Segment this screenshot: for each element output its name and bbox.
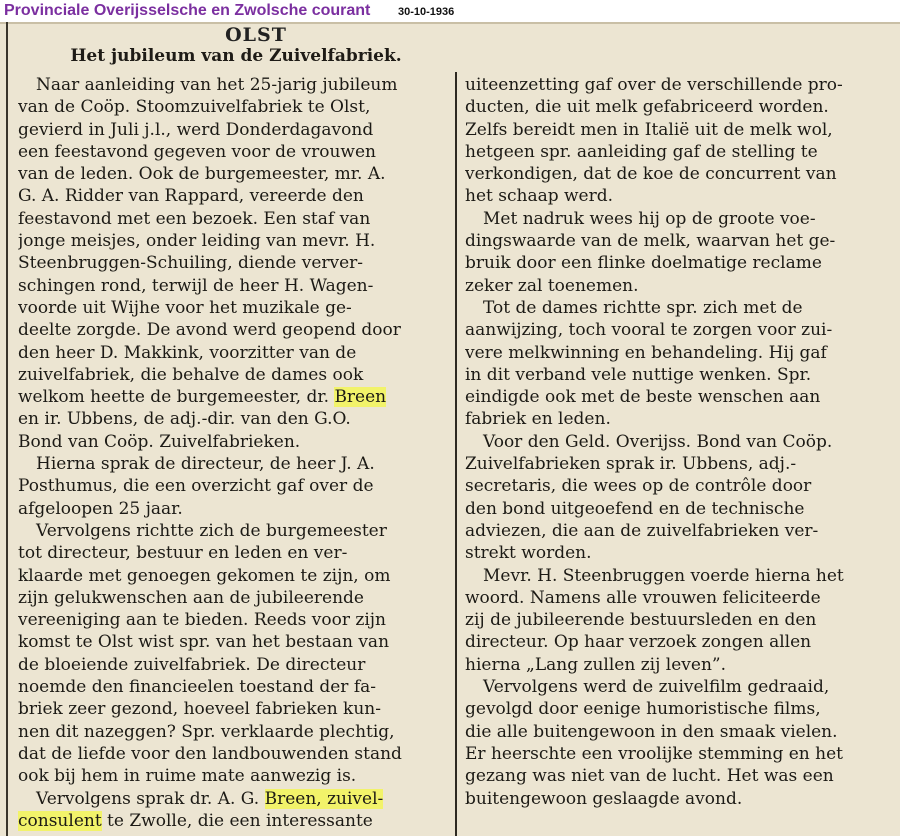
line-text: deelte zorgde. De avond werd geopend door — [18, 320, 401, 341]
text-line — [465, 788, 890, 810]
text-line — [465, 743, 890, 765]
text-line — [465, 520, 890, 542]
text-line — [18, 208, 448, 230]
publication-date: 30-10-1936 — [398, 6, 455, 18]
top-rule — [0, 22, 900, 24]
text-line — [465, 119, 890, 141]
line-text: bruik door een flinke doelmatige reclame — [465, 253, 822, 274]
line-text: van de Coöp. Stoomzuivelfabriek te Olst, — [18, 97, 371, 118]
line-text: die alle buitengewoon in den smaak vielen. — [465, 721, 838, 742]
text-line — [465, 208, 890, 230]
text-line — [18, 453, 448, 475]
line-text: vere melkwinning en behandeling. Hij gaf — [465, 342, 827, 363]
line-text: Zelfs bereidt men in Italië uit de melk wol, — [465, 119, 833, 140]
text-line — [18, 342, 448, 364]
text-line — [465, 542, 890, 564]
line-text: Bond van Coöp. Zuivelfabrieken. — [18, 431, 301, 452]
line-text: den bond uitgeoefend en de technische — [465, 498, 805, 519]
text-line — [465, 252, 890, 274]
text-line — [18, 230, 448, 252]
line-text: Voor den Geld. Overijss. Bond van Coöp. — [483, 431, 833, 452]
line-text: woord. Namens alle vrouwen feliciteerde — [465, 587, 821, 608]
text-line — [465, 297, 890, 319]
line-text: secretaris, die wees op de contrôle door — [465, 476, 812, 497]
newspaper-clipping — [0, 22, 900, 836]
text-line — [18, 721, 448, 743]
left-column-rule — [6, 22, 8, 836]
line-text: hierna „Lang zullen zij leven”. — [465, 654, 726, 675]
text-line — [18, 631, 448, 653]
line-text: Naar aanleiding van het 25-jarig jubileum — [36, 75, 398, 95]
text-line — [465, 631, 890, 653]
line-text: zuivelfabriek, die behalve de dames ook — [18, 364, 364, 385]
text-line — [465, 765, 890, 787]
line-text: klaarde met genoegen gekomen te zijn, om — [18, 565, 391, 586]
header-bar — [0, 0, 900, 22]
column-divider — [455, 72, 457, 836]
line-text-after: te Zwolle, die een interessante — [101, 810, 373, 831]
line-text: jonge meisjes, onder leiding van mevr. H. — [18, 231, 376, 252]
line-text: gevolgd door eenige humoristische films, — [465, 699, 821, 720]
right-column — [465, 74, 890, 810]
text-line — [18, 386, 448, 408]
text-line — [18, 475, 448, 497]
text-line — [465, 364, 890, 386]
line-text: ook bij hem in ruime mate aanwezig is. — [18, 766, 357, 787]
line-text: Vervolgens sprak dr. A. G. — [36, 788, 265, 809]
text-line — [18, 408, 448, 430]
line-text: gezang was niet van de lucht. Het was een — [465, 766, 834, 787]
text-line — [18, 520, 448, 542]
text-line — [465, 587, 890, 609]
text-line — [465, 185, 890, 207]
line-text: dingswaarde van de melk, waarvan het ge- — [465, 231, 836, 252]
article-place: OLST — [225, 24, 287, 46]
newspaper-title: Provinciale Overijsselsche en Zwolsche courant — [4, 2, 371, 19]
line-text: zijn gelukwenschen aan de jubileerende — [18, 587, 364, 608]
text-line — [18, 788, 448, 810]
line-text: tot directeur, bestuur en leden en ver- — [18, 543, 348, 564]
highlighted-term: Breen — [334, 387, 387, 408]
left-column — [18, 74, 448, 832]
line-text: komst te Olst wist spr. van het bestaan van — [18, 632, 390, 653]
text-line — [465, 721, 890, 743]
line-text: verkondigen, dat de koe de concurrent van — [465, 164, 837, 185]
text-line — [465, 319, 890, 341]
line-text: voorde uit Wijhe voor het muzikale ge- — [18, 297, 352, 318]
text-line — [465, 386, 890, 408]
line-text: aanwijzing, toch vooral te zorgen voor zui- — [465, 320, 833, 341]
line-text: briek zeer gezond, hoeveel fabrieken kun- — [18, 699, 381, 720]
text-line — [465, 565, 890, 587]
line-text: nen dit nazeggen? Spr. verklaarde plechtig, — [18, 721, 395, 742]
highlighted-term: consulent — [18, 810, 102, 831]
line-text: de bloeiende zuivelfabriek. De directeur — [18, 654, 366, 675]
text-line — [465, 676, 890, 698]
text-line — [465, 141, 890, 163]
text-line — [465, 163, 890, 185]
line-text: vereeniging aan te bieden. Reeds voor zijn — [18, 610, 386, 631]
article-headline: Het jubileum van de Zuivelfabriek. — [70, 46, 402, 66]
text-line — [465, 453, 890, 475]
text-line — [18, 119, 448, 141]
line-text: strekt worden. — [465, 543, 592, 564]
line-text: Mevr. H. Steenbruggen voerde hierna het — [483, 565, 844, 586]
text-line — [465, 475, 890, 497]
line-text: welkom heette de burgemeester, dr. — [18, 387, 335, 408]
line-text: Met nadruk wees hij op de groote voe- — [483, 208, 816, 229]
text-line — [18, 163, 448, 185]
text-line — [18, 654, 448, 676]
highlighted-term: Breen, zuivel- — [264, 788, 384, 809]
line-text: Tot de dames richtte spr. zich met de — [483, 297, 803, 318]
text-line — [18, 431, 448, 453]
line-text: buitengewoon geslaagde avond. — [465, 788, 743, 809]
line-text: Zuivelfabrieken sprak ir. Ubbens, adj.- — [465, 454, 797, 475]
text-line — [465, 342, 890, 364]
text-line — [18, 810, 448, 832]
text-line — [18, 498, 448, 520]
text-line — [18, 698, 448, 720]
text-line — [18, 96, 448, 118]
line-text: een feestavond gegeven voor de vrouwen — [18, 141, 376, 162]
line-text: hetgeen spr. aanleiding gaf de stelling te — [465, 141, 818, 162]
text-line — [18, 252, 448, 274]
text-line — [465, 74, 890, 96]
text-line — [18, 587, 448, 609]
line-text: in dit verband vele nuttige wenken. Spr. — [465, 364, 812, 385]
text-line — [465, 96, 890, 118]
line-text: het schaap werd. — [465, 186, 614, 207]
text-line — [465, 609, 890, 631]
line-text: zij de jubileerende bestuursleden en den — [465, 610, 817, 631]
line-text: fabriek en leden. — [465, 409, 611, 430]
text-line — [18, 275, 448, 297]
text-line — [465, 230, 890, 252]
line-text: Er heerschte een vroolijke stemming en het — [465, 743, 843, 764]
text-line — [18, 676, 448, 698]
text-line — [18, 297, 448, 319]
line-text: eindigde ook met de beste wenschen aan — [465, 387, 821, 408]
text-line — [18, 765, 448, 787]
text-line — [18, 609, 448, 631]
text-line — [18, 141, 448, 163]
text-line — [18, 185, 448, 207]
line-text: noemde den financieelen toestand der fa- — [18, 677, 377, 698]
text-line — [18, 319, 448, 341]
line-text: adviezen, die aan de zuivelfabrieken ver- — [465, 520, 819, 541]
text-line — [465, 275, 890, 297]
line-text: directeur. Op haar verzoek zongen allen — [465, 632, 812, 653]
line-text: afgeloopen 25 jaar. — [18, 498, 183, 519]
line-text: Hierna sprak de directeur, de heer J. A. — [36, 454, 375, 475]
line-text: Vervolgens werd de zuivelfilm gedraaid, — [483, 677, 830, 698]
text-line — [18, 364, 448, 386]
text-line — [465, 431, 890, 453]
line-text: G. A. Ridder van Rappard, vereerde den — [18, 186, 364, 207]
line-text: uiteenzetting gaf over de verschillende pro- — [465, 75, 843, 95]
line-text: zeker zal toenemen. — [465, 275, 639, 296]
line-text: ducten, die uit melk gefabriceerd worden. — [465, 97, 829, 118]
text-line — [465, 654, 890, 676]
text-line — [18, 565, 448, 587]
line-text: Vervolgens richtte zich de burgemeester — [36, 520, 387, 541]
line-text: van de leden. Ook de burgemeester, mr. A. — [18, 164, 386, 185]
text-line — [465, 698, 890, 720]
line-text: Steenbruggen-Schuiling, diende verver- — [18, 253, 364, 274]
line-text: den heer D. Makkink, voorzitter van de — [18, 342, 357, 363]
text-line — [465, 498, 890, 520]
text-line — [18, 542, 448, 564]
line-text: Posthumus, die een overzicht gaf over de — [18, 476, 374, 497]
text-line — [18, 74, 448, 96]
text-line — [465, 408, 890, 430]
line-text: gevierd in Juli j.l., werd Donderdagavond — [18, 119, 374, 140]
line-text: dat de liefde voor den landbouwenden stand — [18, 743, 402, 764]
text-line — [18, 743, 448, 765]
line-text: schingen rond, terwijl de heer H. Wagen- — [18, 275, 374, 296]
line-text: en ir. Ubbens, de adj.-dir. van den G.O. — [18, 409, 351, 430]
line-text: feestavond met een bezoek. Een staf van — [18, 208, 371, 229]
